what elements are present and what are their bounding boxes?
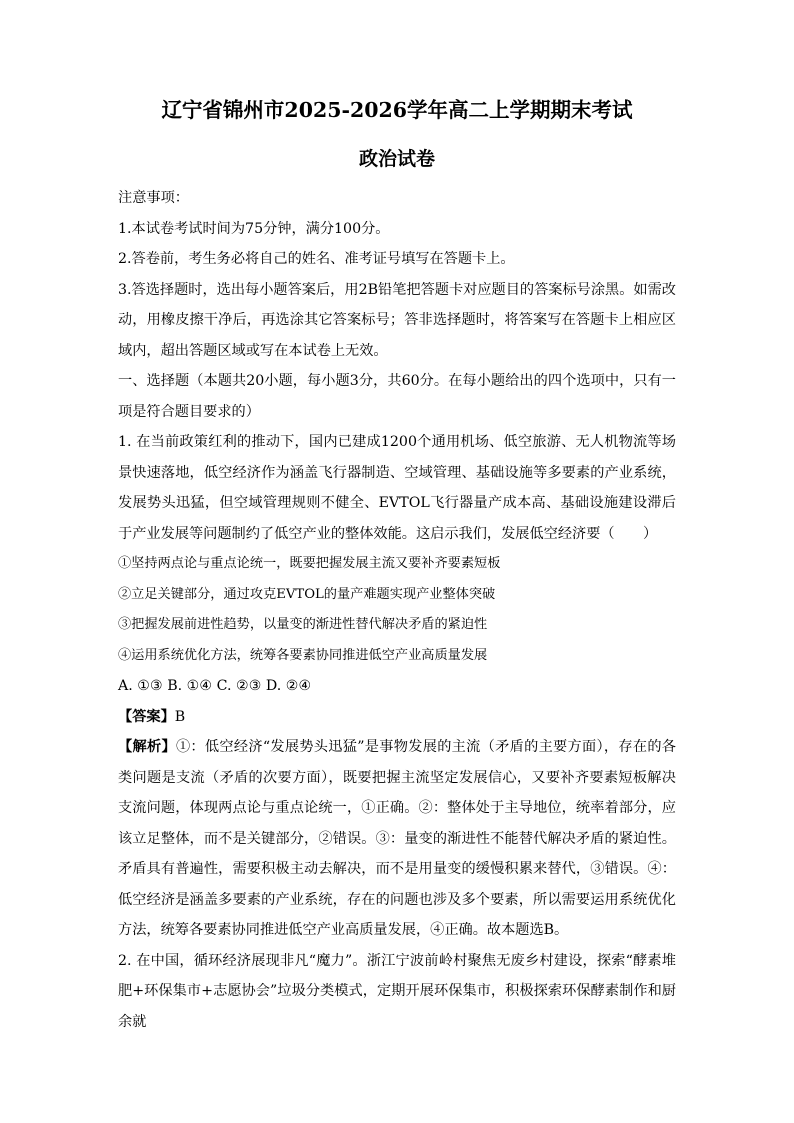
answer-line	[118, 702, 676, 733]
document-body	[118, 183, 676, 1037]
page-title: 辽宁省锦州市2025-2026学年高二上学期期末考试	[161, 98, 633, 122]
question-option: ④运用系统优化方法，统筹各要素协同推进低空产业高质量发展	[118, 647, 488, 663]
notice-item: 1.本试卷考试时间为75分钟，满分100分。	[118, 220, 390, 237]
question-stem: 1. 在当前政策红利的推动下，国内已建成1200个通用机场、低空旅游、无人机物流等场景快速落地，低空经济作为涵盖飞行器制造、空域管理、基础设施等多要素的产业系统，发展势头迅猛，但空域管理规则不健全、EVTOL飞行器量产成本高、基础设施建设滞后于产业发展等问题制约了低空产业的整体效能。这启示我们，发展低空经济要（ ）	[118, 434, 676, 542]
page-subtitle: 政治试卷	[358, 148, 435, 170]
analysis-paragraph	[118, 732, 676, 946]
notice-item: 2.答卷前，考生务必将自己的姓名、准考证号填写在答题卡上。	[118, 251, 515, 267]
question-option: ①坚持两点论与重点论统一，既要把握发展主流又要补齐要素短板	[118, 556, 501, 571]
question-stem: 2. 在中国，循环经济展现非凡“魔力”。浙江宁波前岭村聚焦无废乡村建设，探索“酵素堆肥+环保集市+志愿协会”垃圾分类模式，定期开展环保集市，积极探索环保酵素制作和厨余就	[118, 952, 676, 1030]
notice-item: 3.答选择题时，选出每小题答案后，用2B铅笔把答题卡对应题目的答案标号涂黑。如需改动，用橡皮擦干净后，再选涂其它答案标号；答非选择题时，将答案写在答题卡上相应区域内，超出答题区域或写在本试卷上无效。	[118, 281, 676, 359]
answer-value: B	[174, 708, 186, 725]
analysis-text: ①：低空经济“发展势头迅猛”是事物发展的主流（矛盾的主要方面），存在的各类问题是支流（矛盾的次要方面），既要把握主流坚定发展信心，又要补齐要素短板解决支流问题，体现两点论与重点论统一，①正确。②：整体处于主导地位，统率着部分，应该立足整体，而不是关键部分，②错误。③：量变的渐进性不能替代解决矛盾的紧迫性。矛盾具有普遍性，需要积极主动去解决，而不是用量变的缓慢积累来替代，③错误。④：低空经济是涵盖多要素的产业系统，存在的问题也涉及多个要素，所以需要运用系统优化方法，统筹各要素协同推进低空产业高质量发展，④正确。故本题选B。	[118, 739, 676, 938]
analysis-label: 【解析】	[118, 739, 176, 755]
section-heading: 一、选择题（本题共20小题，每小题3分，共60分。在每小题给出的四个选项中，只有一项是符合题目要求的）	[118, 373, 676, 420]
answer-label: 【答案】	[118, 708, 175, 725]
question-option: ③把握发展前进性趋势，以量变的渐进性替代解决矛盾的紧迫性	[118, 617, 488, 632]
question-option: ②立足关键部分，通过攻克EVTOL的量产难题实现产业整体突破	[118, 586, 496, 602]
question-choices: A. ①③ B. ①④ C. ②③ D. ②④	[118, 678, 312, 694]
notice-heading: 注意事项：	[118, 190, 189, 206]
